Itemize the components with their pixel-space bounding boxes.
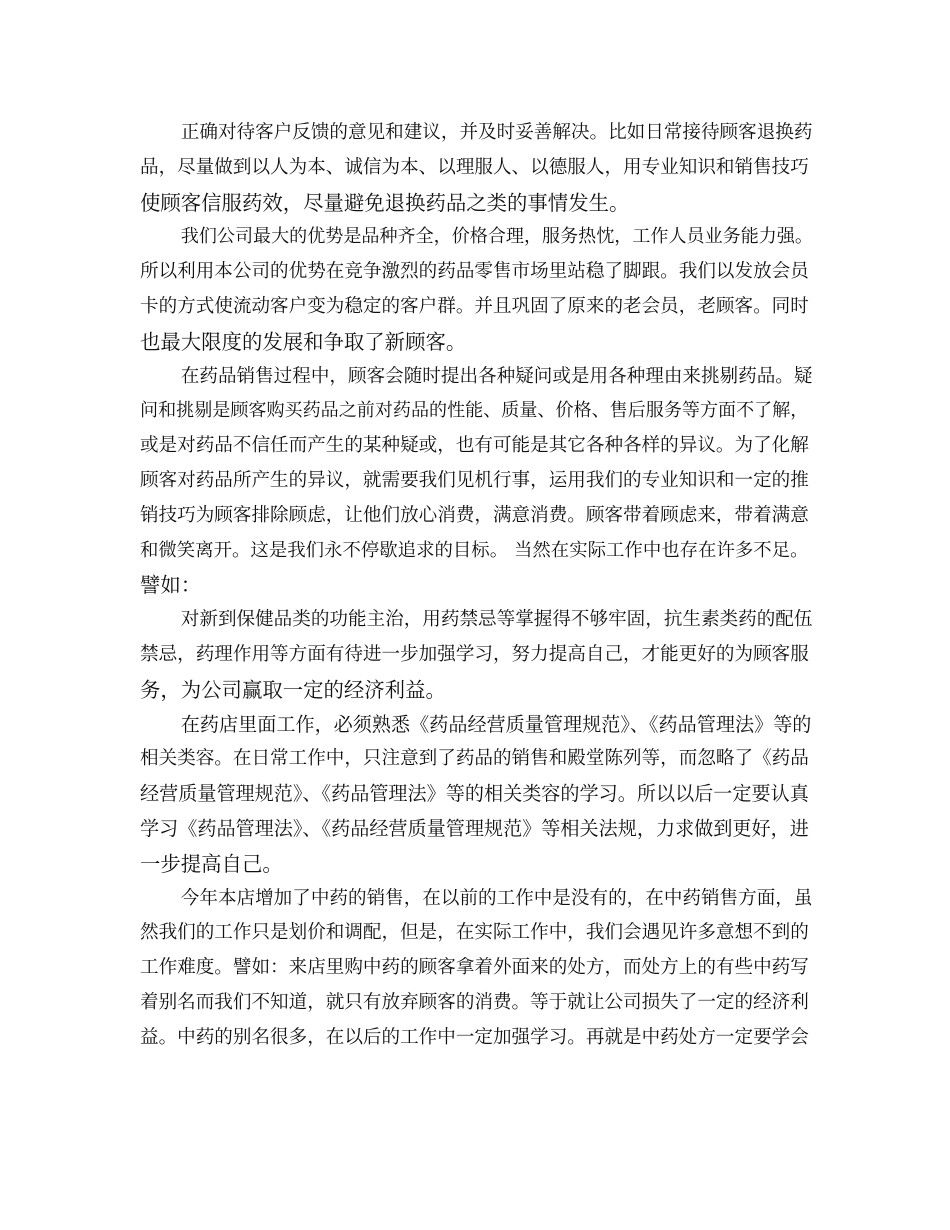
text-line: 顾客对药品所产生的异议，就需要我们见机行事，运用我们的专业知识和一定的推	[140, 469, 809, 491]
text-line: 或是对药品不信任而产生的某种疑或，也有可能是其它各种各样的异议。为了化解	[140, 435, 809, 457]
paragraph-6	[140, 882, 812, 1056]
paragraph-1	[140, 116, 812, 220]
text-line: 和微笑离开。这是我们永不停歇追求的目标。 当然在实际工作中也存在许多不足。	[140, 539, 809, 561]
text-line: 对新到保健品类的功能主治，用药禁忌等掌握得不够牢固，抗生素类药的配伍	[180, 609, 813, 631]
text-line: 在药品销售过程中，顾客会随时提出各种疑问或是用各种理由来挑剔药品。疑	[180, 365, 813, 387]
text-line: 然我们的工作只是划价和调配，但是，在实际工作中，我们会遇见许多意想不到的	[140, 922, 809, 944]
text-line: 销技巧为顾客排除顾虑，让他们放心消费，满意消费。顾客带着顾虑来，带着满意	[140, 504, 809, 526]
paragraph-2	[140, 220, 812, 359]
text-line: 品，尽量做到以人为本、诚信为本、以理服人、以德服人，用专业知识和销售技巧	[140, 156, 809, 178]
text-line: 工作难度。譬如：来店里购中药的顾客拿着外面来的处方，而处方上的有些中药写	[140, 957, 809, 979]
text-line: 也最大限度的发展和争取了新顾客。	[140, 329, 467, 354]
text-line: 相关类容。在日常工作中，只注意到了药品的销售和殿堂陈列等，而忽略了《药品	[140, 748, 809, 770]
text-line: 卡的方式使流动客户变为稳定的客户群。并且巩固了原来的老会员，老顾客。同时	[140, 295, 809, 317]
paragraph-3	[140, 360, 812, 604]
document-body	[140, 116, 812, 1056]
paragraph-4	[140, 603, 812, 707]
text-line: 一步提高自己。	[140, 851, 283, 876]
text-line: 正确对待客户反馈的意见和建议，并及时妥善解决。比如日常接待顾客退换药	[180, 122, 813, 143]
text-line: 在药店里面工作，必须熟悉《药品经营质量管理规范》、《药品管理法》等的	[180, 712, 812, 736]
text-line: 经营质量管理规范》、《药品管理法》等的相关类容的学习。所以以后一定要认真	[140, 782, 809, 806]
text-line: 务，为公司赢取一定的经济利益。	[140, 677, 446, 702]
text-line: 我们公司最大的优势是品种齐全，价格合理，服务热忱，工作人员业务能力强。	[180, 226, 813, 248]
text-line: 使顾客信服药效，尽量避免退换药品之类的事情发生。	[140, 190, 630, 215]
text-line: 问和挑剔是顾客购买药品之前对药品的性能、质量、价格、售后服务等方面不了解，	[140, 400, 809, 422]
text-line: 今年本店增加了中药的销售，在以前的工作中是没有的，在中药销售方面，虽	[180, 887, 813, 909]
text-line: 譬如：	[140, 573, 202, 598]
text-line: 学习《药品管理法》、《药品经营质量管理规范》等相关法规，力求做到更好，进	[140, 816, 809, 840]
paragraph-5	[140, 708, 812, 882]
text-line: 益。中药的别名很多，在以后的工作中一定加强学习。再就是中药处方一定要学会	[140, 1026, 809, 1048]
text-line: 禁忌，药理作用等方面有待进一步加强学习，努力提高自己，才能更好的为顾客服	[140, 643, 809, 665]
text-line: 着别名而我们不知道，就只有放弃顾客的消费。等于就让公司损失了一定的经济利	[140, 991, 809, 1013]
text-line: 所以利用本公司的优势在竞争激烈的药品零售市场里站稳了脚跟。我们以发放会员	[140, 261, 809, 283]
